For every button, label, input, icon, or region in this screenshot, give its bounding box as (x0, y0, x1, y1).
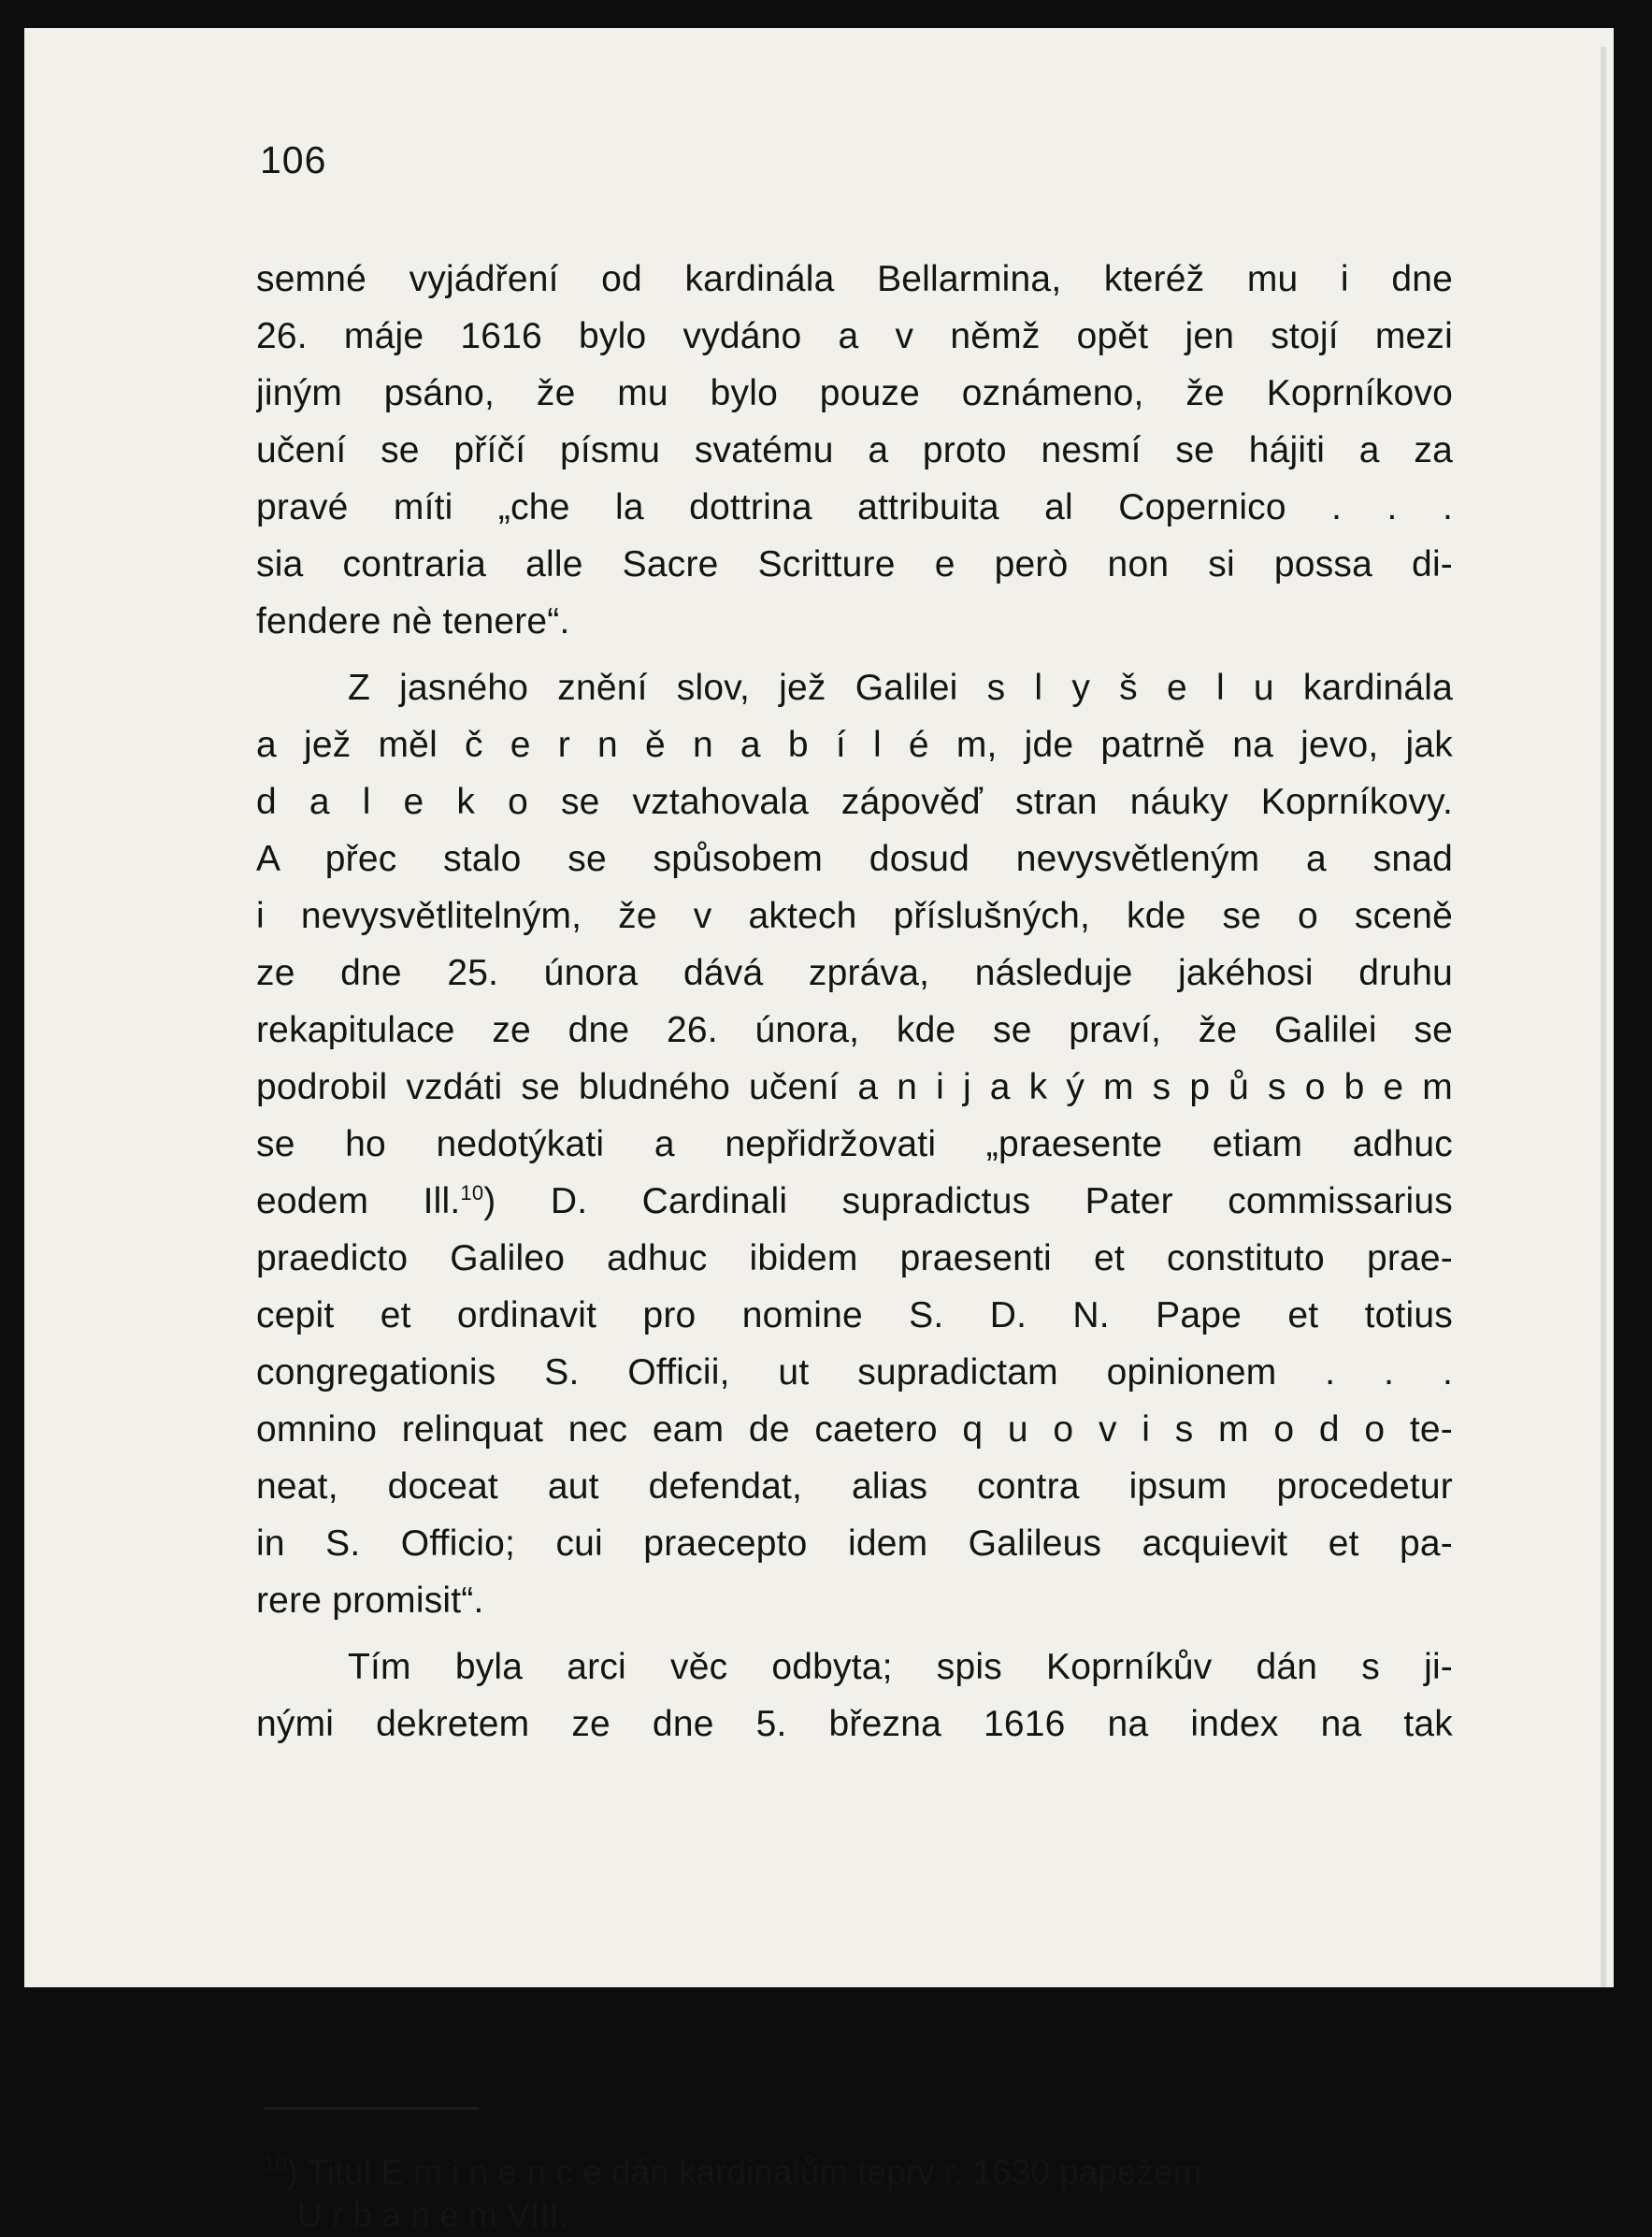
text-line-with-footnote (256, 1173, 1453, 1230)
text-line: A přec stalo se spůsobem dosud nevysvětleným a snad (256, 839, 1453, 879)
text-line: se ho nedotýkati a nepřidržovati „praesente etiam adhuc (256, 1124, 1453, 1164)
text-fragment: eodem Ill. (256, 1181, 461, 1221)
text-line: Z jasného znění slov, jež Galilei s l y š e l u kardinála (348, 668, 1453, 708)
text-line: jiným psáno, že mu bylo pouze oznámeno, že Koprníkovo (256, 373, 1453, 413)
text-line: omnino relinquat nec eam de caetero q u o v i s m o d o te- (256, 1409, 1453, 1450)
text-line: congregationis S. Officii, ut supradictam opinionem . . . (256, 1352, 1453, 1393)
text-line: rekapitulace ze dne 26. února, kde se praví, že Galilei se (256, 1010, 1453, 1050)
text-line: neat, doceat aut defendat, alias contra ipsum procedetur (256, 1466, 1453, 1507)
text-line: rere promisit“. (256, 1580, 484, 1621)
text-line: nými dekretem ze dne 5. března 1616 na index na tak (256, 1704, 1453, 1744)
text-line: sia contraria alle Sacre Scritture e però non si possa di- (256, 544, 1453, 585)
text-line: pravé míti „che la dottrina attribuita al Copernico . . . (256, 487, 1453, 527)
text-line: cepit et ordinavit pro nomine S. D. N. Pape et totius (256, 1295, 1453, 1335)
page-edge (1601, 47, 1606, 1987)
text-line: praedicto Galileo adhuc ibidem praesenti et constituto prae- (256, 1238, 1453, 1278)
text-line: fendere nè tenere“. (256, 601, 570, 642)
footnote-marker: 10 (264, 2152, 287, 2176)
page-number: 106 (260, 138, 327, 181)
text-line: d a l e k o se vztahovala zápověď stran náuky Koprníkovy. (256, 782, 1453, 822)
body-text (256, 251, 1453, 1753)
text-line: učení se příčí písmu svatému a proto nesmí se hájiti a za (256, 430, 1453, 470)
text-line: Tím byla arci věc odbyta; spis Koprníkův dán s ji- (348, 1647, 1453, 1687)
text-line: in S. Officio; cui praecepto idem Galileus acquievit et pa- (256, 1523, 1453, 1564)
footnote-line: U r b a n e m VIII. (297, 2196, 568, 2234)
footnote (264, 2151, 1427, 2237)
footnote-reference[interactable]: 10 (460, 1181, 484, 1205)
text-line: i nevysvětlitelným, že v aktech příslušných, kde se o sceně (256, 896, 1453, 936)
footnote-divider (264, 2107, 479, 2110)
text-line: 26. máje 1616 bylo vydáno a v němž opět jen stojí mezi (256, 316, 1453, 356)
text-line: a jež měl č e r n ě n a b í l é m, jde patrně na jevo, jak (256, 725, 1453, 765)
text-line: podrobil vzdáti se bludného učení a n i j a k ý m s p ů s o b e m (256, 1067, 1453, 1107)
book-page (24, 28, 1614, 1987)
text-line: semné vyjádření od kardinála Bellarmina, kteréž mu i dne (256, 259, 1453, 299)
footnote-line (264, 2151, 1427, 2194)
text-line: ze dne 25. února dává zpráva, následuje jakéhosi druhu (256, 953, 1453, 993)
footnote-text: ) Titul E m i n e n c e dán kardinálům teprv r. 1630 papežem (286, 2153, 1202, 2191)
text-fragment: ) D. Cardinali supradictus Pater commissarius (483, 1181, 1453, 1221)
